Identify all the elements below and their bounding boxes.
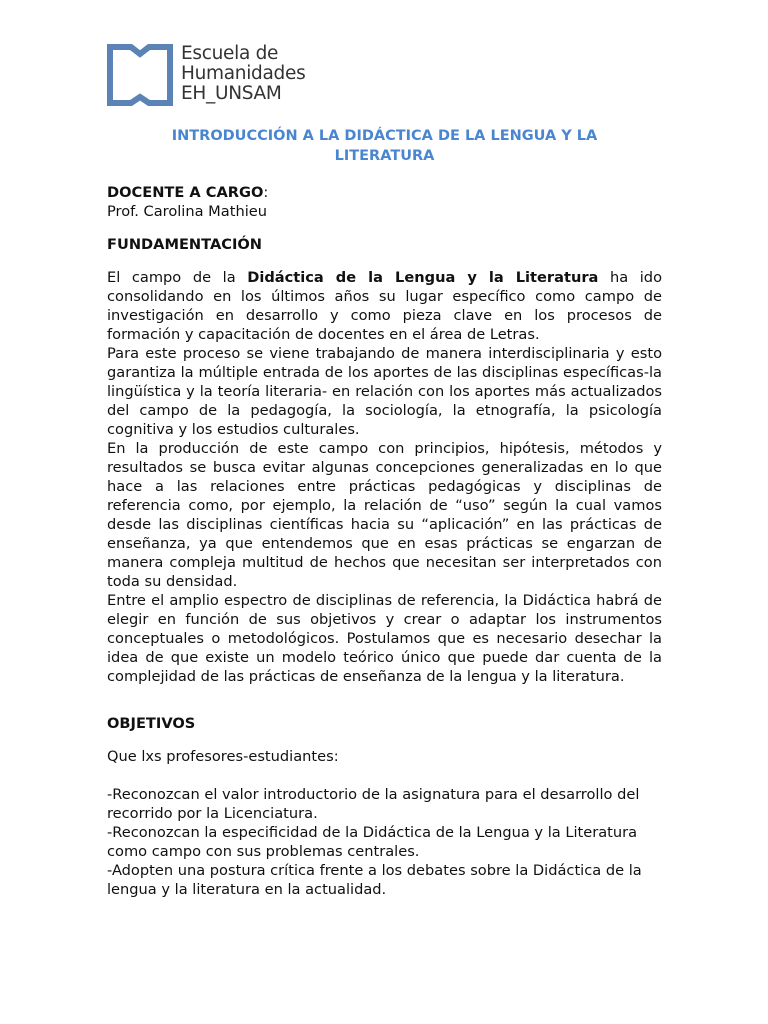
title-line-1: INTRODUCCIÓN A LA DIDÁCTICA DE LA LENGUA Y LA (171, 128, 598, 144)
document-title (107, 126, 662, 166)
objetivo-item-1: -Reconozcan el valor introductorio de la asignatura para el desarrollo del recorrido por la Licenciatura. (107, 786, 640, 822)
logo-line-1: Escuela de (181, 43, 279, 64)
docente-label-line (107, 183, 662, 202)
p1-bold-subject: Didáctica de la Lengua y la Literatura (247, 269, 599, 286)
p1-text-end: ha ido consolidando en los últimos años su lugar específico como campo de investigación en desarrollo y como pieza clave en los procesos de formación y capacitación de docentes en el área de Letras. (107, 269, 662, 343)
fundamentacion-paragraph-2: Para este proceso se viene trabajando de manera interdisciplinaria y esto garantiza la múltiple entrada de los aportes de las disciplinas específicas-la lingüística y la teoría literaria- en relación con los aportes más actualizados del campo de la pedagogía, la sociología, la etnografía, la psicología cognitiva y los estudios culturales. (107, 345, 662, 438)
docente-label: DOCENTE A CARGO (107, 184, 264, 201)
fundamentacion-paragraph-3: En la producción de este campo con principios, hipótesis, métodos y resultados se busca evitar algunas concepciones generalizadas en lo que hace a las relaciones entre prácticas pedagógicas y disciplinas de referencia como, por ejemplo, la relación de “uso” según la cual vamos desde las disciplinas científicas hacia su “aplicación” en las prácticas de enseñanza, ya que entendemos que en esas prácticas se engarzan de manera compleja multitud de hechos que necesitan ser interpretados con toda su densidad. (107, 440, 662, 590)
fundamentacion-paragraph-1 (107, 268, 662, 344)
logo-line-3: EH_UNSAM (181, 83, 282, 104)
p1-text-start: El campo de la (107, 269, 248, 286)
docente-colon: : (263, 184, 269, 201)
logo-line-2: Humanidades (181, 63, 306, 84)
school-logo (107, 44, 307, 108)
document-body (107, 183, 662, 899)
book-icon (107, 44, 173, 106)
objetivos-intro: Que lxs profesores-estudiantes: (107, 748, 339, 765)
objetivo-item-3: -Adopten una postura crítica frente a los debates sobre la Didáctica de la lengua y la literatura en la actualidad. (107, 862, 642, 898)
fundamentacion-paragraph-4: Entre el amplio espectro de disciplinas de referencia, la Didáctica habrá de elegir en función de sus objetivos y crear o adaptar los instrumentos conceptuales o metodológicos. Postulamos que es necesario desechar la idea de que existe un modelo teórico único que puede dar cuenta de la complejidad de las prácticas de enseñanza de la lengua y la literatura. (107, 592, 662, 685)
objetivos-heading: OBJETIVOS (107, 715, 196, 732)
fundamentacion-heading: FUNDAMENTACIÓN (107, 236, 263, 253)
objetivo-item-2: -Reconozcan la especificidad de la Didáctica de la Lengua y la Literatura como campo con sus problemas centrales. (107, 824, 638, 860)
title-line-2: LITERATURA (334, 148, 435, 164)
docente-name: Prof. Carolina Mathieu (107, 203, 267, 220)
